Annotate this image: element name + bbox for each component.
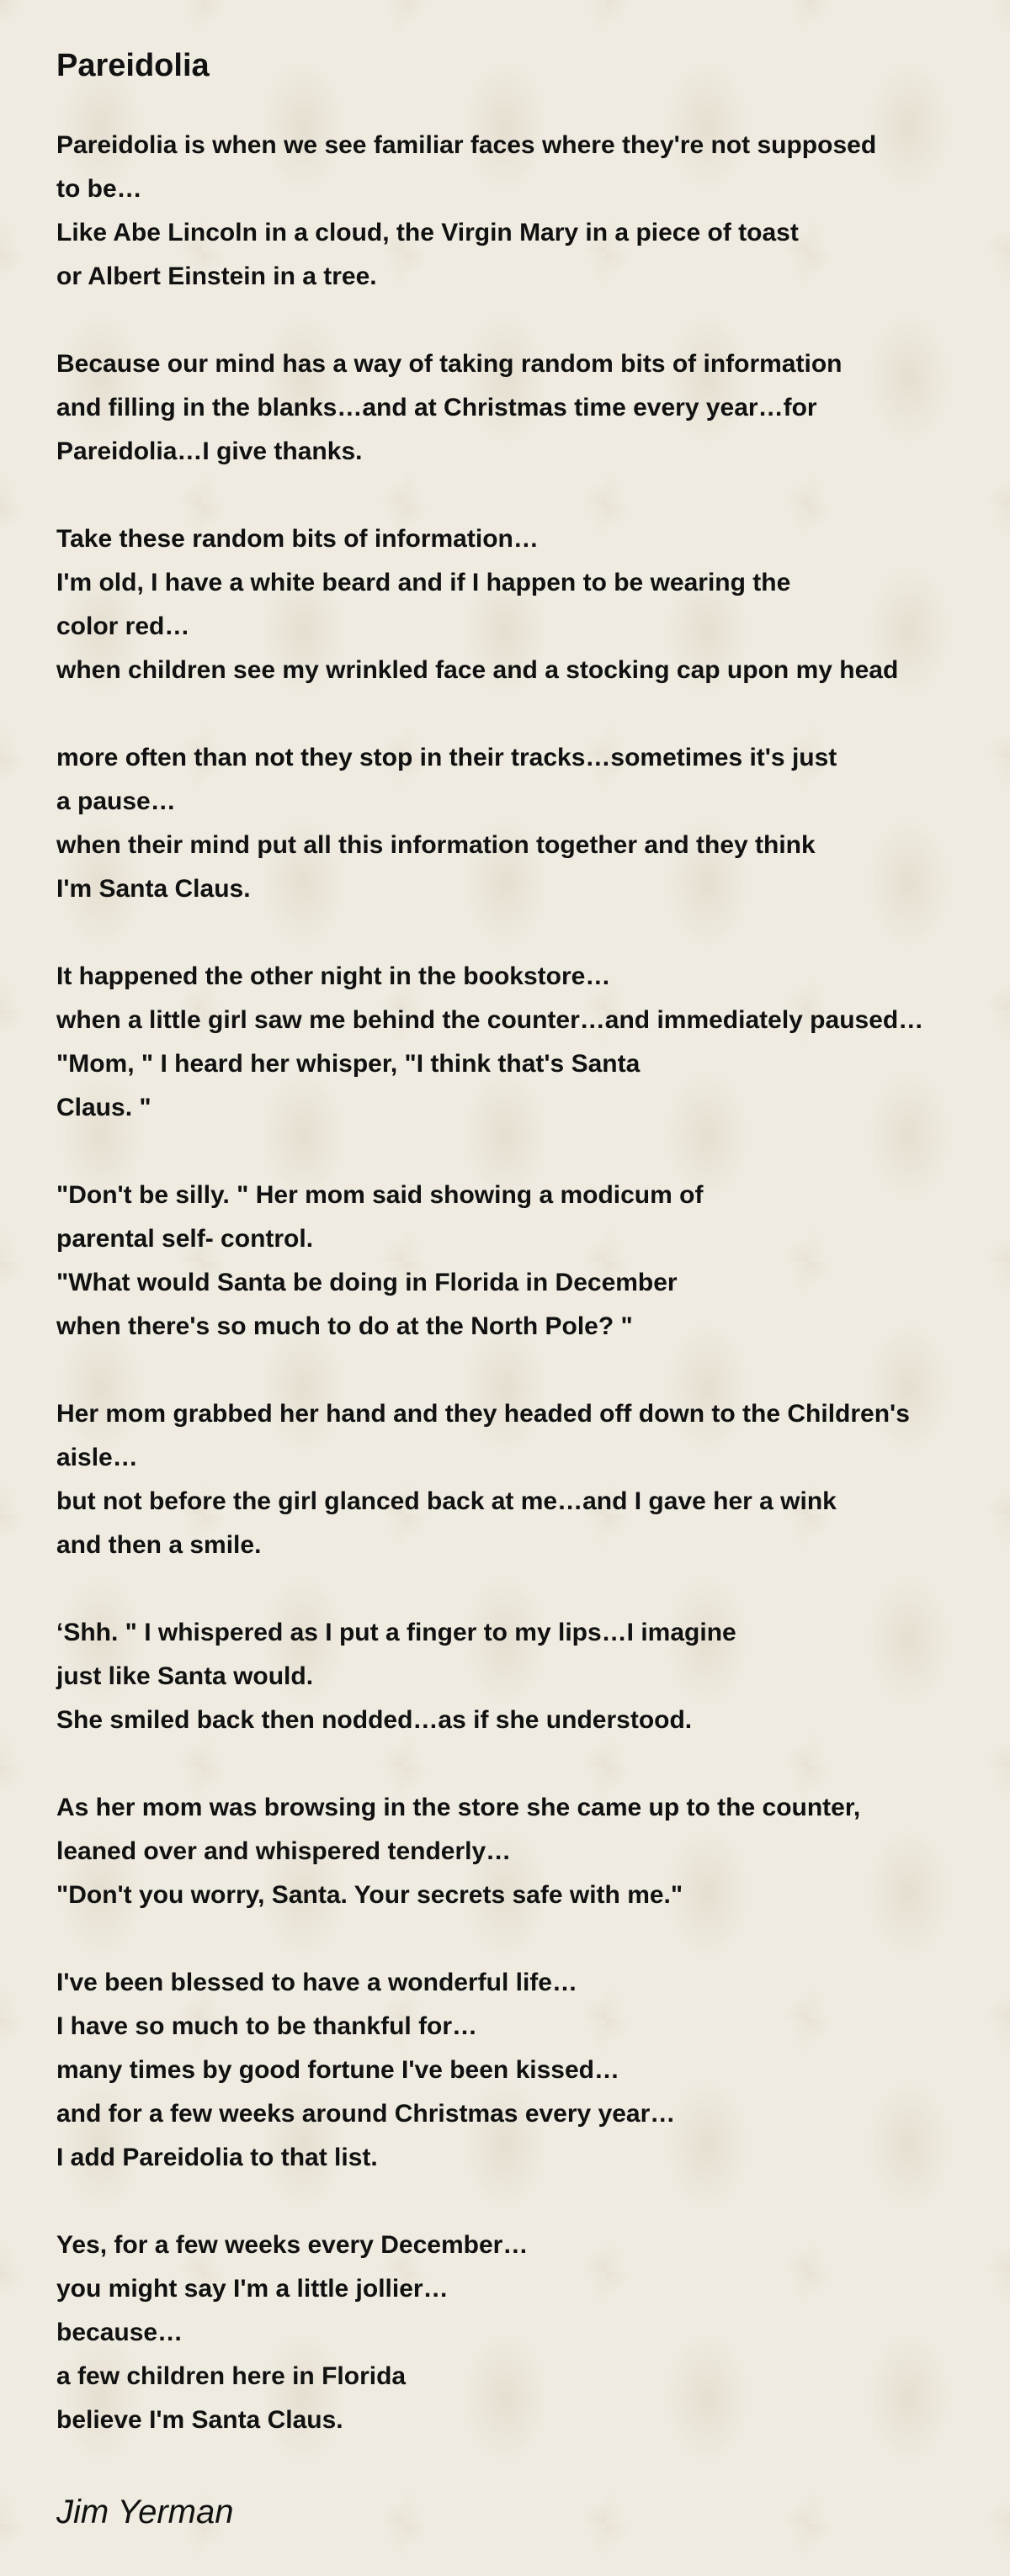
stanza bbox=[56, 1392, 1003, 1567]
stanza-divider bbox=[56, 1742, 1003, 1786]
poem-line: It happened the other night in the bookstore… bbox=[56, 962, 611, 990]
poem-line: As her mom was browsing in the store she came up to the counter, bbox=[56, 1794, 861, 1821]
poem-line: Pareidolia is when we see familiar faces where they're not supposed bbox=[56, 131, 877, 159]
poem-line: and then a smile. bbox=[56, 1531, 262, 1559]
poem-line: to be… bbox=[56, 175, 142, 203]
stanza bbox=[56, 1611, 1003, 1742]
poem-line: "Mom, " I heard her whisper, "I think that's Santa bbox=[56, 1050, 641, 1078]
stanza bbox=[56, 2224, 1003, 2442]
poem-line: aisle… bbox=[56, 1444, 138, 1471]
poem-line: Pareidolia…I give thanks. bbox=[56, 437, 363, 465]
poem-line: ‘Shh. " I whispered as I put a finger to my lips…I imagine bbox=[56, 1619, 736, 1646]
poem-line: "Don't you worry, Santa. Your secrets safe with me." bbox=[56, 1881, 683, 1909]
stanza bbox=[56, 342, 1003, 474]
stanza-divider bbox=[56, 474, 1003, 517]
poem-line: I have so much to be thankful for… bbox=[56, 2012, 478, 2040]
stanza-divider bbox=[56, 1130, 1003, 1174]
poem-line: "What would Santa be doing in Florida in December bbox=[56, 1269, 678, 1296]
poem-line: a few children here in Florida bbox=[56, 2362, 407, 2390]
poem-line: and filling in the blanks…and at Christmas time every year…for bbox=[56, 394, 817, 421]
poem-line: Claus. " bbox=[56, 1094, 152, 1121]
stanza bbox=[56, 124, 1003, 299]
poem-line: when their mind put all this information together and they think bbox=[56, 831, 816, 859]
stanza-divider bbox=[56, 692, 1003, 736]
poem-line: because… bbox=[56, 2319, 183, 2346]
poem-line: I'm old, I have a white beard and if I happen to be wearing the bbox=[56, 569, 791, 596]
poem-line: and for a few weeks around Christmas every year… bbox=[56, 2100, 676, 2128]
poem-line: Her mom grabbed her hand and they headed off down to the Children's bbox=[56, 1400, 910, 1428]
stanza-divider bbox=[56, 1917, 1003, 1961]
stanza bbox=[56, 1786, 1003, 1917]
poem-line: more often than not they stop in their tracks…sometimes it's just bbox=[56, 744, 837, 771]
poem-line: "Don't be silly. " Her mom said showing a modicum of bbox=[56, 1181, 704, 1209]
poem-body bbox=[56, 124, 1003, 2442]
poem-line: believe I'm Santa Claus. bbox=[56, 2406, 343, 2434]
poem-line: parental self- control. bbox=[56, 1225, 314, 1253]
poem-line: but not before the girl glanced back at me…and I gave her a wink bbox=[56, 1487, 837, 1515]
author-signature: Jim Yerman bbox=[56, 2494, 234, 2531]
stanza-divider bbox=[56, 1567, 1003, 1611]
poem-line: when there's so much to do at the North Pole? " bbox=[56, 1312, 633, 1340]
poem-line: when a little girl saw me behind the counter…and immediately paused… bbox=[56, 1006, 924, 1034]
poem-title: Pareidolia bbox=[56, 48, 210, 83]
stanza bbox=[56, 955, 1003, 1130]
stanza-divider bbox=[56, 299, 1003, 342]
poem-line: many times by good fortune I've been kissed… bbox=[56, 2056, 619, 2084]
stanza bbox=[56, 736, 1003, 911]
poem-line: Because our mind has a way of taking random bits of information bbox=[56, 350, 843, 378]
stanza-divider bbox=[56, 911, 1003, 955]
stanza-divider bbox=[56, 2180, 1003, 2224]
poem-line: I've been blessed to have a wonderful life… bbox=[56, 1969, 577, 1996]
poem-line: you might say I'm a little jollier… bbox=[56, 2275, 449, 2303]
poem-line: I'm Santa Claus. bbox=[56, 875, 251, 903]
poem-line: Yes, for a few weeks every December… bbox=[56, 2231, 529, 2259]
stanza bbox=[56, 1961, 1003, 2180]
poem-line: I add Pareidolia to that list. bbox=[56, 2144, 378, 2171]
poem-line: She smiled back then nodded…as if she understood. bbox=[56, 1706, 693, 1734]
stanza bbox=[56, 517, 1003, 692]
stanza bbox=[56, 1174, 1003, 1349]
poem-line: a pause… bbox=[56, 787, 176, 815]
poem-line: Take these random bits of information… bbox=[56, 525, 539, 553]
poem-line: when children see my wrinkled face and a stocking cap upon my head bbox=[56, 656, 899, 684]
poem-line: color red… bbox=[56, 612, 190, 640]
poem-line: Like Abe Lincoln in a cloud, the Virgin Mary in a piece of toast bbox=[56, 219, 799, 246]
poem-line: just like Santa would. bbox=[56, 1662, 314, 1690]
poem-line: leaned over and whispered tenderly… bbox=[56, 1837, 512, 1865]
stanza-divider bbox=[56, 1349, 1003, 1392]
poem-line: or Albert Einstein in a tree. bbox=[56, 262, 377, 290]
